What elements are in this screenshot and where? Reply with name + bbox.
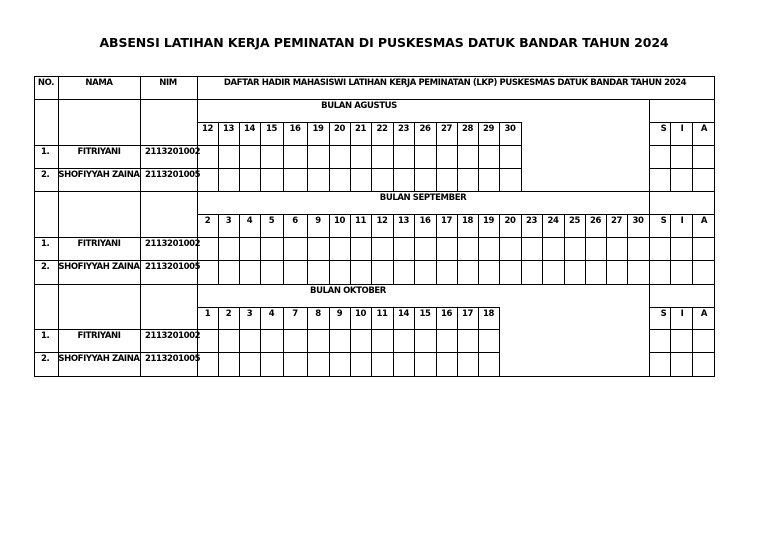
header-no: NO. <box>37 78 55 88</box>
table-gridline <box>307 307 308 377</box>
day-number: 17 <box>440 216 453 226</box>
table-gridline <box>371 214 372 285</box>
table-gridline <box>329 307 330 377</box>
day-number: 10 <box>333 216 346 226</box>
table-gridline <box>478 214 479 285</box>
student-nim: 2113201002 <box>145 331 201 341</box>
day-number: 30 <box>504 124 516 134</box>
day-number: 22 <box>376 124 388 134</box>
day-number: 16 <box>419 216 431 226</box>
day-number: 8 <box>315 309 321 319</box>
table-gridline <box>436 214 437 285</box>
table-gridline <box>34 237 198 238</box>
summary-i: I <box>680 216 684 226</box>
summary-i: I <box>680 309 684 319</box>
table-gridline <box>329 214 330 285</box>
table-gridline <box>239 214 240 285</box>
table-gridline <box>692 307 693 377</box>
student-nim: 2113201002 <box>145 239 201 249</box>
table-gridline <box>140 76 141 377</box>
table-gridline <box>692 122 693 192</box>
table-gridline <box>218 122 219 192</box>
summary-a: A <box>700 124 708 134</box>
day-number: 12 <box>376 216 388 226</box>
table-gridline <box>34 260 198 261</box>
page-title: ABSENSI LATIHAN KERJA PEMINATAN DI PUSKESMAS DATUK BANDAR TAHUN 2024 <box>99 35 669 50</box>
day-number: 23 <box>397 124 410 134</box>
day-number: 11 <box>376 309 388 319</box>
student-name: SHOFIYYAH ZAINA <box>58 262 140 272</box>
day-number: 26 <box>419 124 431 134</box>
day-number: 24 <box>547 216 559 226</box>
table-gridline <box>649 99 650 192</box>
day-number: 14 <box>243 124 256 134</box>
table-gridline <box>542 214 543 285</box>
table-gridline <box>197 214 650 215</box>
table-gridline <box>499 122 500 192</box>
table-gridline <box>499 307 500 377</box>
summary-a: A <box>700 309 708 319</box>
table-gridline <box>34 352 198 353</box>
table-gridline <box>371 307 372 377</box>
day-number: 7 <box>292 309 298 319</box>
table-gridline <box>34 76 35 377</box>
table-gridline <box>329 122 330 192</box>
table-gridline <box>239 307 240 377</box>
student-name: SHOFIYYAH ZAINA <box>58 354 140 364</box>
day-number: 3 <box>225 216 232 226</box>
day-number: 11 <box>354 216 367 226</box>
table-gridline <box>649 122 715 123</box>
table-gridline <box>393 307 394 377</box>
table-gridline <box>350 214 351 285</box>
header-daftar-hadir: DAFTAR HADIR MAHASISWI LATIHAN KERJA PEMINATAN (LKP) PUSKESMAS DATUK BANDAR TAHUN 2024 <box>223 78 687 88</box>
day-number: 19 <box>312 124 324 134</box>
table-gridline <box>649 352 715 353</box>
table-gridline <box>283 214 284 285</box>
student-nim: 2113201005 <box>145 262 201 272</box>
table-gridline <box>197 307 500 308</box>
day-number: 28 <box>461 124 474 134</box>
summary-s: S <box>660 124 667 134</box>
summary-i: I <box>680 124 684 134</box>
table-gridline <box>649 307 715 308</box>
table-gridline <box>649 214 715 215</box>
table-gridline <box>649 329 715 330</box>
table-gridline <box>283 122 284 192</box>
day-number: 27 <box>440 124 453 134</box>
table-gridline <box>260 122 261 192</box>
day-number: 9 <box>315 216 321 226</box>
day-number: 13 <box>397 216 410 226</box>
table-gridline <box>34 329 198 330</box>
table-gridline <box>478 122 479 192</box>
table-gridline <box>457 214 458 285</box>
table-gridline <box>34 99 715 100</box>
day-number: 21 <box>354 124 367 134</box>
table-gridline <box>521 122 522 192</box>
table-gridline <box>218 214 219 285</box>
table-gridline <box>457 122 458 192</box>
student-name: FITRIYANI <box>77 331 121 341</box>
table-gridline <box>414 307 415 377</box>
day-number: 18 <box>461 216 474 226</box>
day-number: 30 <box>632 216 644 226</box>
day-number: 2 <box>225 309 232 319</box>
month-label: BULAN OKTOBER <box>310 286 386 296</box>
table-gridline <box>260 307 261 377</box>
table-gridline <box>692 214 693 285</box>
summary-s: S <box>660 309 667 319</box>
student-nim: 2113201002 <box>145 147 201 157</box>
table-gridline <box>606 214 607 285</box>
table-gridline <box>58 76 59 377</box>
day-number: 26 <box>589 216 602 226</box>
table-gridline <box>436 122 437 192</box>
table-gridline <box>197 237 650 238</box>
table-gridline <box>649 284 650 377</box>
table-gridline <box>350 307 351 377</box>
day-number: 29 <box>482 124 495 134</box>
summary-s: S <box>660 216 667 226</box>
day-number: 3 <box>246 309 253 319</box>
header-nim: NIM <box>159 78 177 88</box>
day-number: 14 <box>397 309 410 319</box>
day-number: 18 <box>482 309 495 319</box>
table-gridline <box>283 307 284 377</box>
student-no: 2. <box>41 170 50 180</box>
table-gridline <box>649 145 715 146</box>
table-gridline <box>393 214 394 285</box>
table-gridline <box>457 307 458 377</box>
student-no: 2. <box>41 354 50 364</box>
day-number: 17 <box>461 309 474 319</box>
table-gridline <box>414 214 415 285</box>
table-gridline <box>34 76 715 77</box>
table-gridline <box>197 260 650 261</box>
table-gridline <box>670 307 671 377</box>
day-number: 16 <box>289 124 301 134</box>
student-name: SHOFIYYAH ZAINA <box>58 170 140 180</box>
table-gridline <box>627 214 628 285</box>
student-no: 2. <box>41 262 50 272</box>
table-gridline <box>649 191 650 285</box>
table-gridline <box>34 168 198 169</box>
table-gridline <box>649 237 715 238</box>
table-gridline <box>521 214 522 285</box>
table-gridline <box>34 145 198 146</box>
day-number: 25 <box>568 216 581 226</box>
day-number: 13 <box>222 124 235 134</box>
month-label: BULAN AGUSTUS <box>321 101 397 111</box>
day-number: 16 <box>440 309 453 319</box>
day-number: 23 <box>525 216 538 226</box>
student-name: FITRIYANI <box>77 147 121 157</box>
table-gridline <box>649 168 715 169</box>
table-gridline <box>307 122 308 192</box>
table-gridline <box>414 122 415 192</box>
day-number: 4 <box>246 216 253 226</box>
table-gridline <box>585 214 586 285</box>
student-no: 1. <box>41 239 50 249</box>
student-nim: 2113201005 <box>145 170 201 180</box>
student-no: 1. <box>41 331 50 341</box>
day-number: 27 <box>610 216 623 226</box>
table-gridline <box>218 307 219 377</box>
table-gridline <box>393 122 394 192</box>
table-gridline <box>350 122 351 192</box>
day-number: 9 <box>336 309 343 319</box>
student-name: FITRIYANI <box>77 239 121 249</box>
table-gridline <box>34 284 715 285</box>
day-number: 15 <box>419 309 431 319</box>
day-number: 20 <box>333 124 346 134</box>
table-gridline <box>499 214 500 285</box>
header-nama: NAMA <box>85 78 113 88</box>
day-number: 12 <box>201 124 214 134</box>
table-gridline <box>197 352 500 353</box>
day-number: 1 <box>204 309 211 319</box>
table-gridline <box>307 214 308 285</box>
table-gridline <box>197 168 522 169</box>
day-number: 4 <box>268 309 275 319</box>
day-number: 10 <box>354 309 367 319</box>
table-gridline <box>239 122 240 192</box>
student-no: 1. <box>41 147 50 157</box>
table-gridline <box>260 214 261 285</box>
table-gridline <box>34 376 715 377</box>
table-gridline <box>197 145 522 146</box>
student-nim: 2113201005 <box>145 354 201 364</box>
day-number: 20 <box>504 216 516 226</box>
day-number: 2 <box>204 216 211 226</box>
table-gridline <box>670 214 671 285</box>
table-gridline <box>670 122 671 192</box>
table-gridline <box>371 122 372 192</box>
day-number: 5 <box>268 216 275 226</box>
day-number: 6 <box>292 216 298 226</box>
table-gridline <box>478 307 479 377</box>
table-gridline <box>564 214 565 285</box>
day-number: 19 <box>482 216 495 226</box>
day-number: 15 <box>265 124 278 134</box>
table-gridline <box>436 307 437 377</box>
table-gridline <box>34 191 715 192</box>
month-label: BULAN SEPTEMBER <box>379 193 467 203</box>
table-gridline <box>197 329 500 330</box>
summary-a: A <box>700 216 708 226</box>
table-gridline <box>649 260 715 261</box>
table-gridline <box>197 122 522 123</box>
